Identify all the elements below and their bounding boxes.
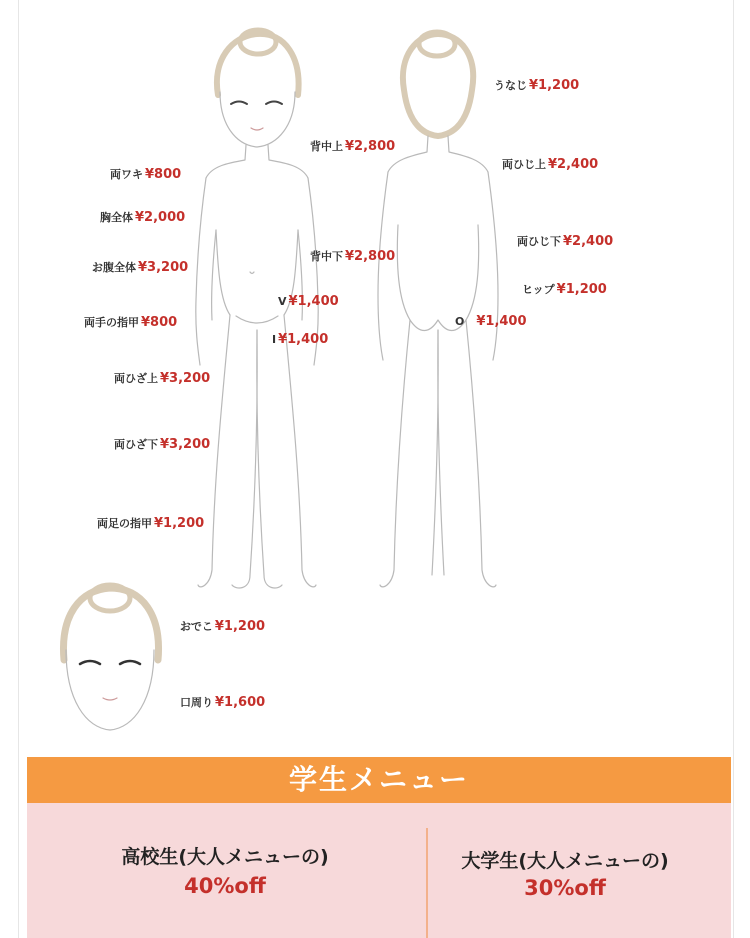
label-hip: ヒップ ¥1,200 bbox=[522, 282, 607, 297]
label-lower-elbow: 両ひじ下 ¥2,400 bbox=[517, 234, 614, 249]
label-o: O ¥1,400 bbox=[455, 314, 527, 329]
university-discount: 30%off bbox=[524, 876, 606, 900]
label-belly: お腹全体 ¥3,200 bbox=[92, 260, 189, 275]
label-i: I ¥1,400 bbox=[272, 332, 329, 347]
label-armpit: 両ワキ ¥800 bbox=[110, 167, 182, 182]
label-upper-elbow: 両ひじ上 ¥2,400 bbox=[502, 157, 599, 172]
highschool-label: 高校生(大人メニューの) bbox=[121, 846, 329, 868]
face-closeup-icon bbox=[63, 585, 158, 730]
student-menu-banner: 学生メニュー bbox=[27, 757, 731, 803]
label-nape: うなじ ¥1,200 bbox=[494, 78, 580, 93]
label-mouth: 口周り ¥1,600 bbox=[180, 695, 266, 710]
label-lower-back: 背中下 ¥2,800 bbox=[310, 249, 396, 264]
label-forehead: おでこ ¥1,200 bbox=[180, 619, 266, 634]
label-lower-knee: 両ひざ下 ¥3,200 bbox=[114, 437, 211, 452]
highschool-discount: 40%off bbox=[184, 874, 266, 898]
column-divider bbox=[426, 828, 428, 938]
label-upper-knee: 両ひざ上 ¥3,200 bbox=[114, 371, 211, 386]
university-label: 大学生(大人メニューの) bbox=[461, 850, 669, 872]
label-v: V ¥1,400 bbox=[278, 294, 339, 309]
label-upper-back: 背中上 ¥2,800 bbox=[310, 139, 396, 154]
label-chest: 胸全体 ¥2,000 bbox=[100, 210, 186, 225]
label-fingers: 両手の指甲 ¥800 bbox=[84, 315, 178, 330]
back-figure-icon bbox=[378, 32, 498, 587]
label-toes: 両足の指甲 ¥1,200 bbox=[97, 516, 205, 531]
